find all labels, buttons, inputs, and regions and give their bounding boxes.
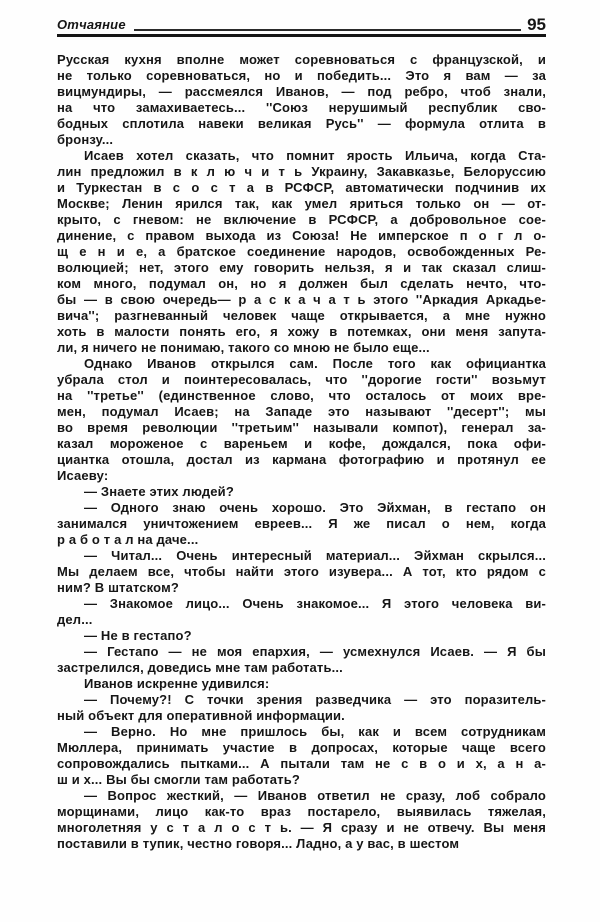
text-line: крыто, с гневом: не включение в РСФСР, а добровольное сое-	[57, 212, 546, 227]
text-line: дел...	[57, 612, 93, 627]
text-line: лин предложил в к л ю ч и т ь Украину, Закавказье, Белоруссию	[57, 164, 546, 179]
text-line: — Читал... Очень интересный материал... Эйхман скрылся...	[84, 548, 546, 563]
text-line: волюцией; нет, этого ему говорить нельзя, я и так сказал слиш-	[57, 260, 546, 275]
paragraph	[57, 548, 546, 596]
paragraph	[57, 644, 546, 676]
text-line: убрала стол и поинтересовалась, что ''дорогие гости'' возьмут	[57, 372, 546, 387]
text-line: — Одного знаю очень хорошо. Это Эйхман, в гестапо он	[84, 500, 546, 515]
paragraph	[57, 596, 546, 628]
page-body-text	[57, 52, 546, 852]
text-line: — Гестапо — не моя епархия, — усмехнулся Исаев. — Я бы	[84, 644, 546, 659]
text-line: Исаеву:	[57, 468, 109, 483]
text-line: Исаев хотел сказать, что помнит ярость Ильича, когда Ста-	[84, 148, 546, 163]
text-line: ный объект для оперативной информации.	[57, 708, 345, 723]
text-line: застрелился, доведись мне там работать...	[57, 660, 343, 675]
paragraph	[57, 788, 546, 852]
text-line: бодных сплотила навеки великая Русь'' — формула отлита в	[57, 116, 546, 131]
paragraph	[57, 692, 546, 724]
text-line: на что замахиваетесь... ''Союз нерушимый республик сво-	[57, 100, 546, 115]
text-line: хоть в малости понять его, я хожу в потемках, они меня запута-	[57, 324, 546, 339]
text-line: бронзу...	[57, 132, 114, 147]
text-line: и Туркестан в с о с т а в РСФСР, автоматически подчинив их	[57, 180, 546, 195]
text-line: щ е н и е, а братское соединение народов, освобожденных Ре-	[57, 244, 546, 259]
text-line: поставили в тупик, честно говоря... Ладно, а у вас, в шестом	[57, 836, 460, 851]
text-line: вицмундиры, — рассмеялся Иванов, — под ребро, чтоб знали,	[57, 84, 546, 99]
text-line: на ''третье'' (единственное слово, что осталось от моих вре-	[57, 388, 546, 403]
text-line: сопровождались пытками... А пытали там не с в о и х, а н а-	[57, 756, 546, 771]
paragraph	[57, 500, 546, 548]
text-line: Иванов искренне удивился:	[84, 676, 270, 691]
text-line: — Почему?! С точки зрения разведчика — это поразитель-	[84, 692, 546, 707]
text-line: р а б о т а л на даче...	[57, 532, 199, 547]
page-content	[57, 13, 546, 852]
text-line: Однако Иванов открылся сам. После того как официантка	[84, 356, 546, 371]
text-line: ним? В штатском?	[57, 580, 179, 595]
text-line: — Знаете этих людей?	[84, 484, 234, 499]
paragraph	[57, 356, 546, 484]
paragraph	[57, 628, 546, 644]
text-line: бы — в свою очередь— р а с к а ч а т ь этого ''Аркадия Аркадье-	[57, 292, 546, 307]
paragraph	[57, 52, 546, 148]
text-line: циантка отошла, достал из кармана фотографию и протянул ее	[57, 452, 546, 467]
paragraph	[57, 148, 546, 356]
paragraph	[57, 676, 546, 692]
text-line: многолетняя у с т а л о с т ь. — Я сразу и не отвечу. Вы меня	[57, 820, 546, 835]
header-thin-rule	[134, 29, 521, 31]
text-line: — Вопрос жесткий, — Иванов ответил не сразу, лоб собрало	[84, 788, 546, 803]
text-line: ш и х... Вы бы смогли там работать?	[57, 772, 300, 787]
text-line: Русская кухня вполне может соревноваться с французской, и	[57, 52, 546, 67]
text-line: морщинами, лицо как-то враз постарело, выявилась тяжелая,	[57, 804, 546, 819]
text-line: Мы делаем все, чтобы найти этого изувера... А тот, кто рядом с	[57, 564, 546, 579]
paragraph	[57, 724, 546, 788]
text-line: Мюллера, принимать участие в допросах, которые чаще всего	[57, 740, 546, 755]
text-line: — Верно. Но мне пришлось бы, как и всем сотрудникам	[84, 724, 546, 739]
text-line: не только соревноваться, но и победить... Это я вам — за	[57, 68, 546, 83]
text-line: вича''; разгневанный человек чаще открывается, а мне нужно	[57, 308, 546, 323]
text-line: ли, я ничего не понимаю, такого со мною не было еще...	[57, 340, 430, 355]
text-line: — Не в гестапо?	[84, 628, 192, 643]
header-rule	[57, 34, 546, 37]
text-line: динение, с правом выхода из Союза! Не имперское п о г л о-	[57, 228, 546, 243]
text-line: ком много, подумал он, но я должен был сделать нечто, что-	[57, 276, 546, 291]
text-line: — Знакомое лицо... Очень знакомое... Я этого человека ви-	[84, 596, 546, 611]
text-line: мен, подумал Исаев; на Западе это называют ''десерт''; мы	[57, 404, 546, 419]
chapter-title: Отчаяние	[57, 17, 126, 32]
text-line: занимался уничтожением евреев... Я же писал о нем, когда	[57, 516, 546, 531]
text-line: казал мороженое с вареньем и кофе, дождался, пока офи-	[57, 436, 546, 451]
text-line: Москве; Ленин ярился так, как умел яриться только он — от-	[57, 196, 546, 211]
running-head	[57, 13, 546, 33]
paragraph	[57, 484, 546, 500]
page-number: 95	[527, 15, 546, 34]
text-line: во время революции ''третьим'' называли компот), генерал за-	[57, 420, 546, 435]
